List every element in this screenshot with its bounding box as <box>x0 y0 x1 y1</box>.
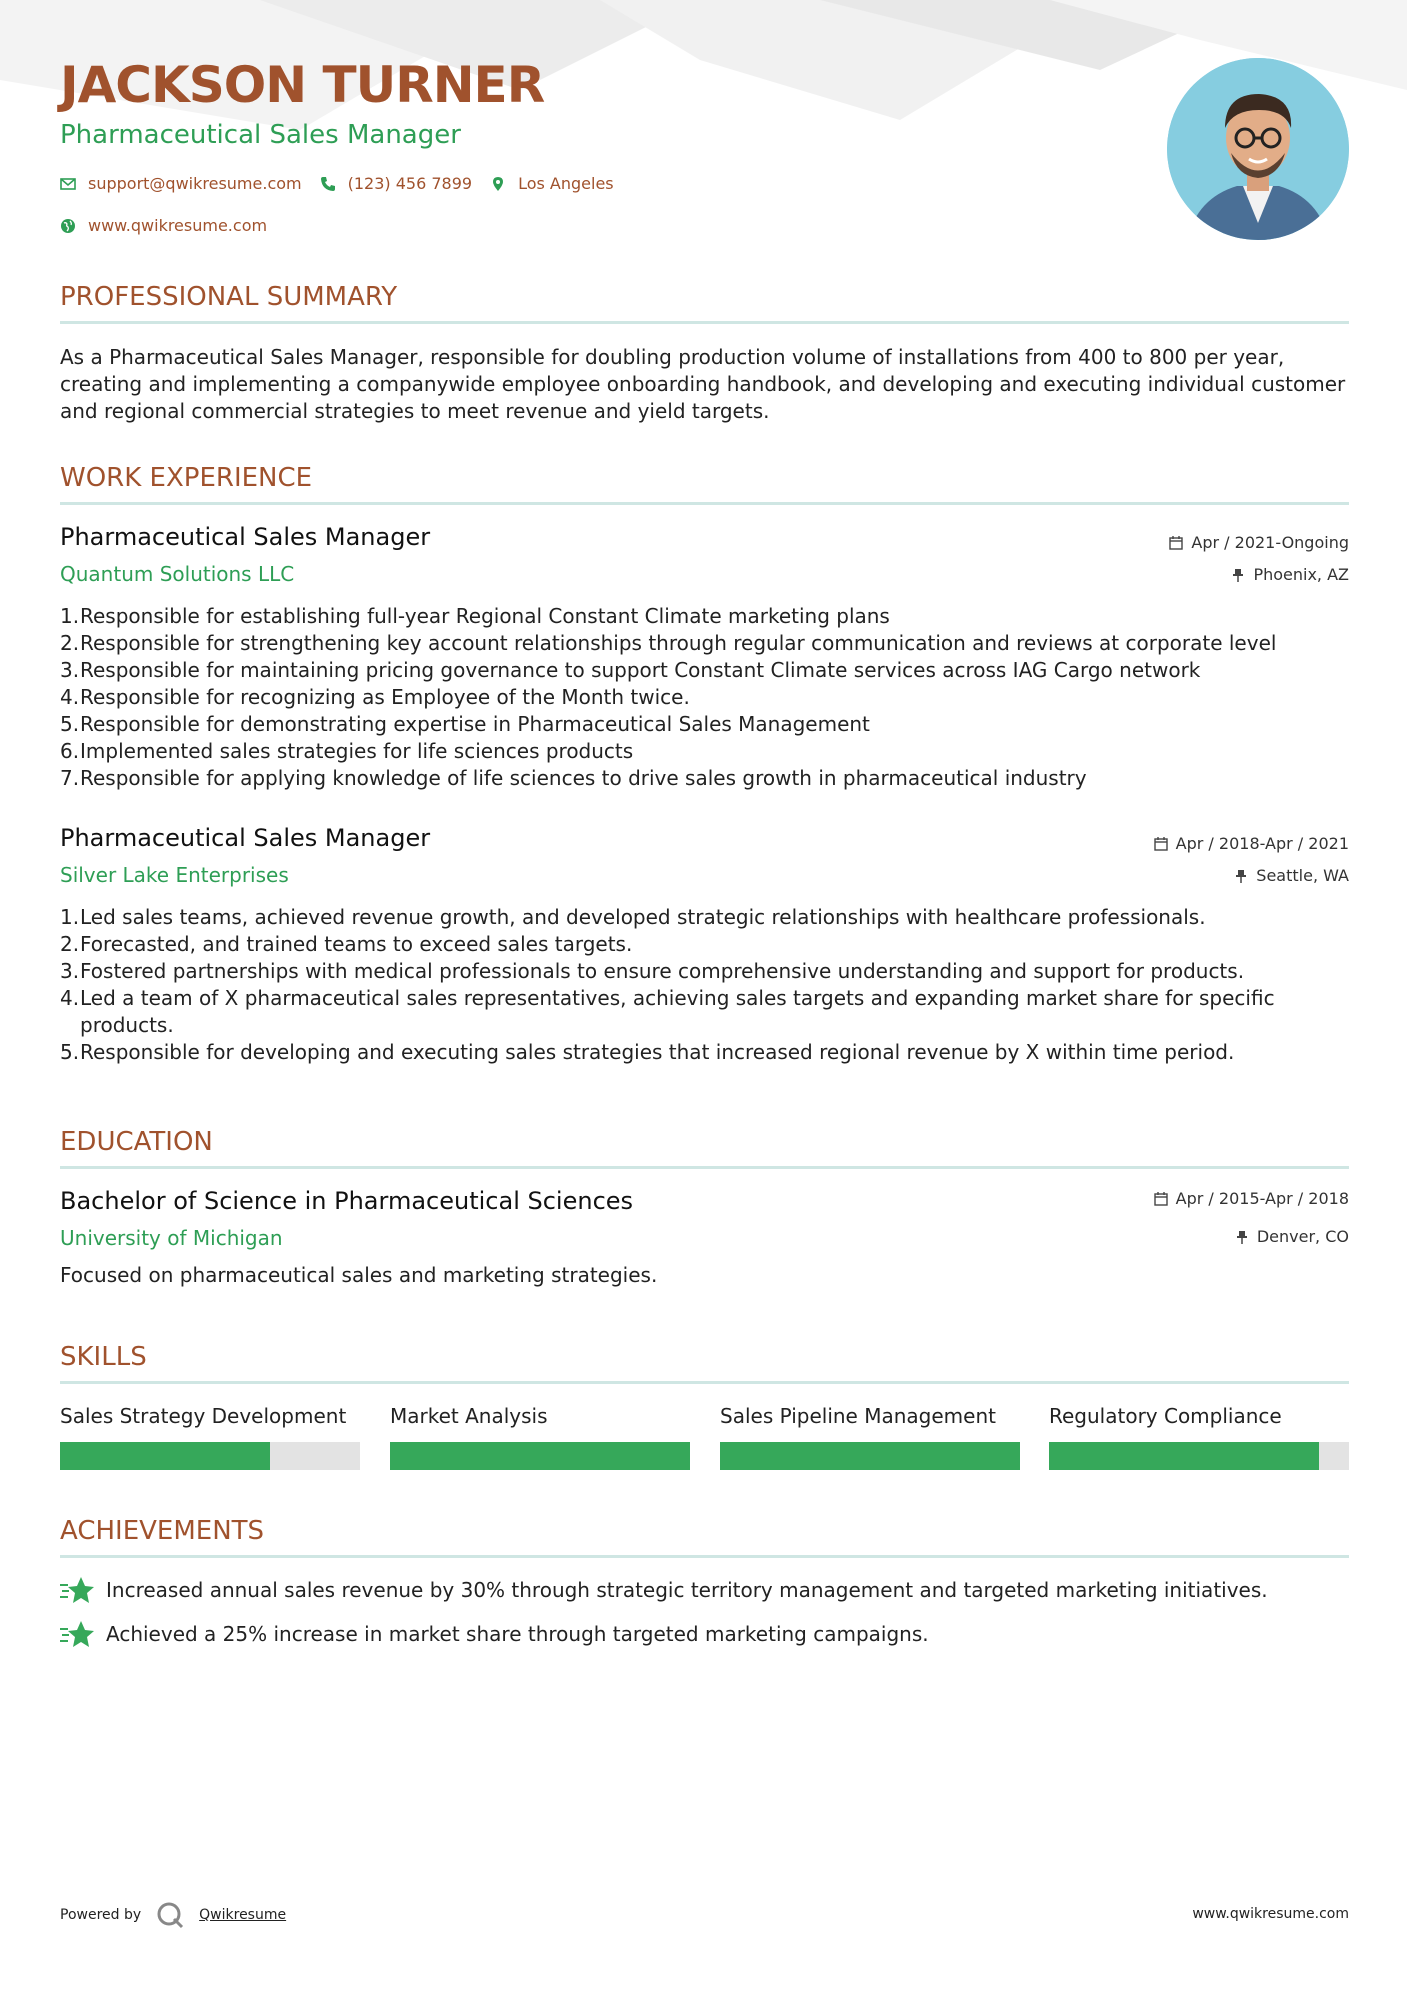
skill-name: Regulatory Compliance <box>1049 1404 1282 1428</box>
contact-website[interactable] <box>60 216 267 235</box>
summary-text: As a Pharmaceutical Sales Manager, responsible for doubling production volume of installations from 400 to 800 per year, creating and implementing a companywide employee onboarding handbook, and developing and executing individual customer and regional commercial strategies to meet revenue and yield targets. <box>60 345 1346 423</box>
job-company: Quantum Solutions LLC <box>60 562 295 586</box>
achievements-heading: ACHIEVEMENTS <box>60 1516 265 1546</box>
avatar-illustration <box>1167 58 1349 240</box>
achievement-text: Achieved a 25% increase in market share through targeted marketing campaigns. <box>106 1622 929 1646</box>
website-text: www.qwikresume.com <box>88 216 268 235</box>
job-dates-text: Apr / 2018-Apr / 2021 <box>1175 834 1349 853</box>
star-icon <box>60 1575 94 1605</box>
pin-icon <box>1231 568 1245 582</box>
powered-by-label: Powered by <box>60 1907 142 1923</box>
list-item: 6. Implemented sales strategies for life sciences products <box>60 739 634 763</box>
job-dates-text: Apr / 2021-Ongoing <box>1191 533 1349 552</box>
job-location <box>1234 866 1349 885</box>
skill-bar <box>1049 1442 1349 1470</box>
list-item: 4. Responsible for recognizing as Employee of the Month twice. <box>60 685 690 709</box>
candidate-role: Pharmaceutical Sales Manager <box>60 120 461 150</box>
location-text: Los Angeles <box>518 174 614 193</box>
mail-icon <box>60 176 76 192</box>
skills-heading: SKILLS <box>60 1342 147 1372</box>
calendar-icon <box>1154 1192 1168 1206</box>
education-dates-text: Apr / 2015-Apr / 2018 <box>1175 1189 1349 1208</box>
skill-bar <box>390 1442 690 1470</box>
achievement-text: Increased annual sales revenue by 30% through strategic territory management and targeted marketing initiatives. <box>106 1578 1268 1602</box>
job-title: Pharmaceutical Sales Manager <box>60 523 431 551</box>
qwikresume-logo-icon <box>155 1900 185 1930</box>
calendar-icon <box>1154 837 1168 851</box>
calendar-icon <box>1169 536 1183 550</box>
pin-icon <box>1234 869 1248 883</box>
brand-link[interactable]: Qwikresume <box>199 1907 287 1923</box>
list-item: 3. Fostered partnerships with medical professionals to ensure comprehensive understanding and support for products. <box>60 959 1245 983</box>
list-item: 3. Responsible for maintaining pricing governance to support Constant Climate services across IAG Cargo network <box>60 658 1201 682</box>
globe-icon <box>60 218 76 234</box>
degree-title: Bachelor of Science in Pharmaceutical Sciences <box>60 1187 634 1215</box>
skills-divider <box>60 1381 1349 1384</box>
education-heading: EDUCATION <box>60 1127 213 1157</box>
job-company: Silver Lake Enterprises <box>60 863 289 887</box>
profile-photo <box>1167 58 1349 240</box>
phone-text: (123) 456 7899 <box>347 174 473 193</box>
phone-icon <box>320 176 336 192</box>
summary-heading: PROFESSIONAL SUMMARY <box>60 282 398 312</box>
email-text: support@qwikresume.com <box>88 174 302 193</box>
skill-bar-fill <box>1049 1442 1319 1470</box>
list-item: 5. Responsible for developing and executing sales strategies that increased regional revenue by X within time period. <box>60 1040 1235 1064</box>
job-bullets <box>60 904 1350 1066</box>
footer-powered-by <box>60 1900 286 1930</box>
school-name: University of Michigan <box>60 1226 283 1250</box>
skill-name: Sales Strategy Development <box>60 1404 347 1428</box>
education-location-text: Denver, CO <box>1256 1227 1349 1246</box>
job-location-text: Phoenix, AZ <box>1253 565 1349 584</box>
skill-bar <box>60 1442 360 1470</box>
skill-bar-fill <box>720 1442 1020 1470</box>
job-location <box>1231 565 1349 584</box>
skill-name: Sales Pipeline Management <box>720 1404 996 1428</box>
experience-heading: WORK EXPERIENCE <box>60 463 313 493</box>
achievement-item <box>60 1575 1268 1605</box>
achievements-divider <box>60 1555 1349 1558</box>
list-item: 4. Led a team of X pharmaceutical sales representatives, achieving sales targets and expanding market share for specific products. <box>60 986 1275 1037</box>
contact-row-2 <box>60 216 275 235</box>
map-pin-icon <box>490 176 506 192</box>
experience-divider <box>60 502 1349 505</box>
skill-bar-fill <box>390 1442 690 1470</box>
job-bullets <box>60 603 1350 792</box>
job-dates <box>1154 834 1349 853</box>
achievement-item <box>60 1619 929 1649</box>
list-item: 7. Responsible for applying knowledge of life sciences to drive sales growth in pharmaceutical industry <box>60 766 1087 790</box>
star-icon <box>60 1619 94 1649</box>
skill-name: Market Analysis <box>390 1404 548 1428</box>
list-item: 5. Responsible for demonstrating expertise in Pharmaceutical Sales Management <box>60 712 870 736</box>
education-dates <box>1154 1189 1349 1208</box>
candidate-name: JACKSON TURNER <box>60 56 545 114</box>
summary-divider <box>60 321 1349 324</box>
contact-phone[interactable] <box>320 174 472 193</box>
pin-icon <box>1235 1230 1249 1244</box>
list-item: 2. Forecasted, and trained teams to exceed sales targets. <box>60 932 633 956</box>
job-title: Pharmaceutical Sales Manager <box>60 824 431 852</box>
list-item: 1. Responsible for establishing full-year Regional Constant Climate marketing plans <box>60 604 890 628</box>
job-dates <box>1169 533 1349 552</box>
list-item: 1. Led sales teams, achieved revenue growth, and developed strategic relationships with healthcare professionals. <box>60 905 1206 929</box>
contact-location <box>490 174 614 193</box>
education-divider <box>60 1166 1349 1169</box>
list-item: 2. Responsible for strengthening key account relationships through regular communication and reviews at corporate level <box>60 631 1277 655</box>
job-location-text: Seattle, WA <box>1256 866 1349 885</box>
skill-bar <box>720 1442 1020 1470</box>
footer-url[interactable]: www.qwikresume.com <box>1192 1906 1349 1922</box>
education-location <box>1235 1227 1349 1246</box>
contact-row-1 <box>60 174 622 193</box>
skill-bar-fill <box>60 1442 270 1470</box>
contact-email[interactable] <box>60 174 302 193</box>
education-description: Focused on pharmaceutical sales and marketing strategies. <box>60 1263 658 1287</box>
